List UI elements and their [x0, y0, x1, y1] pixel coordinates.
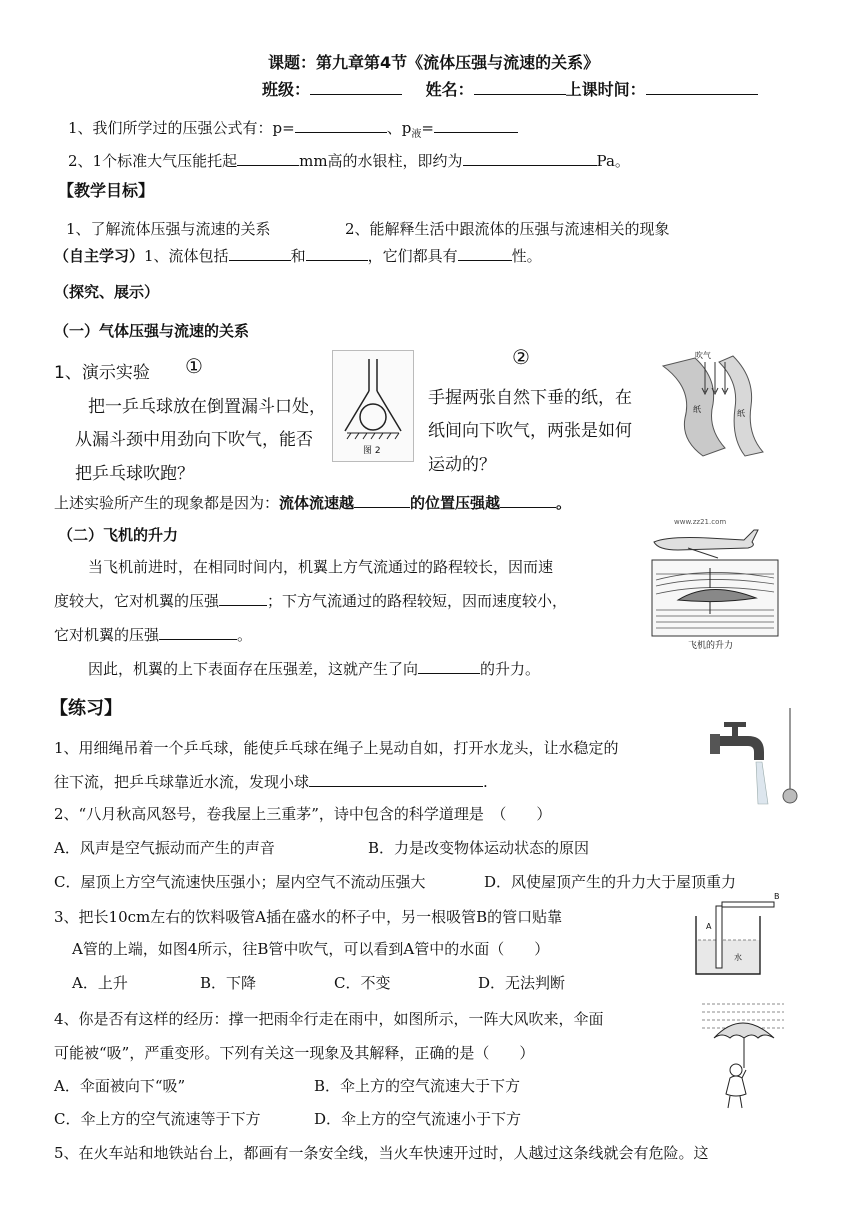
conclusion-bold2: 的位置压强越 — [410, 494, 501, 512]
demo-number-1: ① — [185, 354, 203, 378]
conclusion-end: 。 — [556, 494, 572, 512]
review-q2-text: 2、1个标准大气压能托起 — [68, 152, 238, 170]
plane-para2-text1: 因此，机翼的上下表面存在压强差，这就产生了向 — [88, 660, 419, 678]
practice-q2-option-d[interactable]: D．风使屋顶产生的升力大于屋顶重力 — [484, 873, 737, 891]
practice-q4-line2: 可能被“吸”，严重变形。下列有关这一现象及其解释，正确的是（ ） — [54, 1044, 535, 1062]
class-field — [262, 77, 758, 100]
self-study-text3: ，它们都具有 — [367, 247, 458, 265]
plane-line2-text2: ；下方气流通过的路程较短，因而速度较小， — [267, 592, 568, 610]
straw-cup-figure — [690, 890, 780, 980]
conclusion-blank1[interactable] — [354, 493, 410, 508]
conclusion — [54, 492, 571, 513]
demo2-line1: 手握两张自然下垂的纸，在 — [428, 388, 632, 408]
demo-number-2: ② — [512, 345, 530, 369]
plane-line3-text2: 。 — [237, 626, 253, 644]
demo1-line1: 把一乒乓球放在倒置漏斗口处， — [88, 397, 326, 417]
practice-q1-blank[interactable] — [309, 772, 483, 787]
section-plane-lift: （二）飞机的升力 — [58, 526, 179, 544]
plane-watermark: www.zz21.com — [674, 518, 727, 526]
practice-q2-option-c[interactable]: C．屋顶上方空气流速快压强小；屋内空气不流动压强大 — [54, 873, 426, 891]
self-study — [54, 245, 542, 266]
demo1-line3: 把乒乓球吹跑？ — [75, 464, 194, 484]
paper-label-left: 纸 — [693, 405, 701, 414]
practice-q3-option-b[interactable]: B．下降 — [200, 974, 257, 992]
practice-q3-option-c[interactable]: C．不变 — [334, 974, 391, 992]
plane-para1-line1: 当飞机前进时，在相同时间内，机翼上方气流通过的路程较长，因而速 — [88, 558, 554, 576]
umbrella-drawing — [700, 998, 786, 1110]
plane-line2-text1: 度较大，它对机翼的压强 — [54, 592, 220, 610]
paper-label-right: 纸 — [737, 409, 745, 418]
explore-heading: （探究、展示） — [54, 283, 160, 301]
review-q1-blank2[interactable] — [434, 118, 518, 133]
review-q2-text2: mm高的水银柱，即约为 — [299, 152, 463, 170]
self-study-text4: 性。 — [511, 247, 542, 265]
review-q1-eq: = — [421, 119, 434, 137]
self-study-text1: 1、流体包括 — [144, 247, 229, 265]
practice-q4-option-c[interactable]: C．伞上方的空气流速等于下方 — [54, 1110, 261, 1128]
self-study-blank1[interactable] — [229, 246, 291, 261]
practice-q1-text: 往下流，把乒乓球靠近水流，发现小球 — [54, 773, 310, 791]
plane-caption: 飞机的升力 — [688, 641, 734, 651]
review-q2-blank1[interactable] — [237, 151, 299, 166]
paper-drawing — [655, 348, 773, 460]
demo1-line2: 从漏斗颈中用劲向下吹气，能否 — [75, 430, 313, 450]
faucet-figure — [708, 704, 804, 808]
practice-q1-end: . — [483, 773, 488, 791]
tube-b-label: B — [774, 892, 780, 901]
review-q2-text3: Pa。 — [596, 152, 630, 170]
plane-blank-direction[interactable] — [418, 659, 480, 674]
practice-q1-line1: 1、用细绳吊着一个乒乓球，能使乒乓球在绳子上晃动自如，打开水龙头，让水稳定的 — [54, 739, 619, 757]
self-study-blank2[interactable] — [306, 246, 368, 261]
plane-line3-text1: 它对机翼的压强 — [54, 626, 160, 644]
plane-blank-upper[interactable] — [219, 591, 267, 606]
practice-q2-option-b[interactable]: B．力是改变物体运动状态的原因 — [368, 839, 590, 857]
tube-a-label: A — [706, 922, 712, 931]
straw-cup-drawing — [690, 890, 780, 980]
self-study-blank3[interactable] — [458, 246, 512, 261]
practice-q2-option-a[interactable]: A．风声是空气振动而产生的声音 — [54, 839, 275, 857]
conclusion-bold1: 流体流速越 — [279, 494, 355, 512]
plane-figure — [648, 518, 782, 654]
time-blank[interactable] — [646, 80, 758, 95]
demo2-line3: 运动的？ — [428, 455, 496, 475]
funnel-figure — [332, 350, 414, 462]
plane-para1-line3 — [54, 624, 252, 645]
goal-1: 1、了解流体压强与流速的关系 — [66, 220, 271, 238]
goal-2: 2、能解释生活中跟流体的压强与流速相关的现象 — [345, 220, 670, 238]
practice-q4-line1: 4、你是否有这样的经历：撑一把雨伞行走在雨中，如图所示，一阵大风吹来，伞面 — [54, 1010, 604, 1028]
practice-q3-line1: 3、把长10cm左右的饮料吸管A插在盛水的杯子中，另一根吸管B的管口贴靠 — [54, 908, 563, 926]
name-blank[interactable] — [474, 80, 566, 95]
review-q1-text2: 、p — [386, 119, 412, 137]
time-label: 上课时间： — [565, 80, 646, 99]
self-study-label: （自主学习） — [54, 247, 145, 265]
review-q1-blank1[interactable] — [295, 118, 387, 133]
plane-para1-line2 — [54, 590, 567, 611]
practice-q1-line2 — [54, 771, 488, 792]
practice-q3-option-d[interactable]: D．无法判断 — [478, 974, 566, 992]
plane-drawing — [648, 518, 782, 654]
practice-q3-line2: A管的上端，如图4所示，往B管中吹气，可以看到A管中的水面（ ） — [72, 940, 550, 958]
practice-q2: 2、“八月秋高风怒号，卷我屋上三重茅”，诗中包含的科学道理是 （ ） — [54, 805, 552, 823]
plane-para2 — [88, 658, 540, 679]
class-label: 班级： — [262, 80, 311, 99]
practice-q3-option-a[interactable]: A．上升 — [72, 974, 128, 992]
practice-heading: 【练习】 — [50, 698, 122, 719]
practice-q4-option-a[interactable]: A．伞面被向下“吸” — [54, 1077, 186, 1095]
name-label: 姓名： — [425, 80, 474, 99]
conclusion-blank2[interactable] — [500, 493, 556, 508]
paper-figure — [655, 348, 773, 460]
self-study-text2: 和 — [290, 247, 306, 265]
umbrella-figure — [700, 998, 786, 1110]
fig2-label: 图 2 — [363, 446, 381, 456]
practice-q4-option-b[interactable]: B．伞上方的空气流速大于下方 — [314, 1077, 521, 1095]
review-q1 — [68, 117, 518, 140]
plane-blank-lower[interactable] — [159, 625, 237, 640]
practice-q4-option-d[interactable]: D．伞上方的空气流速小于下方 — [314, 1110, 522, 1128]
review-q2 — [68, 150, 630, 171]
faucet-drawing — [708, 704, 804, 808]
review-q1-text: 1、我们所学过的压强公式有：p= — [68, 119, 295, 137]
demo-label: 1、演示实验 — [54, 363, 150, 383]
class-blank[interactable] — [310, 80, 402, 95]
conclusion-text: 上述实验所产生的现象都是因为： — [54, 494, 280, 512]
paper-blow-label: 吹气 — [695, 351, 711, 360]
water-label: 水 — [734, 953, 742, 962]
practice-q5: 5、在火车站和地铁站台上，都画有一条安全线，当火车快速开过时，人越过这条线就会有危险。这 — [54, 1144, 709, 1162]
review-q2-blank2[interactable] — [463, 151, 597, 166]
review-q1-subscript: 液 — [411, 129, 422, 140]
plane-para2-text2: 的升力。 — [480, 660, 541, 678]
goals-heading: 【教学目标】 — [58, 181, 155, 200]
section-gas-pressure: （一）气体压强与流速的关系 — [54, 322, 250, 340]
demo2-line2: 纸间向下吹气，两张是如何 — [428, 421, 632, 441]
page-title: 课题：第九章第4节《流体压强与流速的关系》 — [268, 53, 600, 72]
